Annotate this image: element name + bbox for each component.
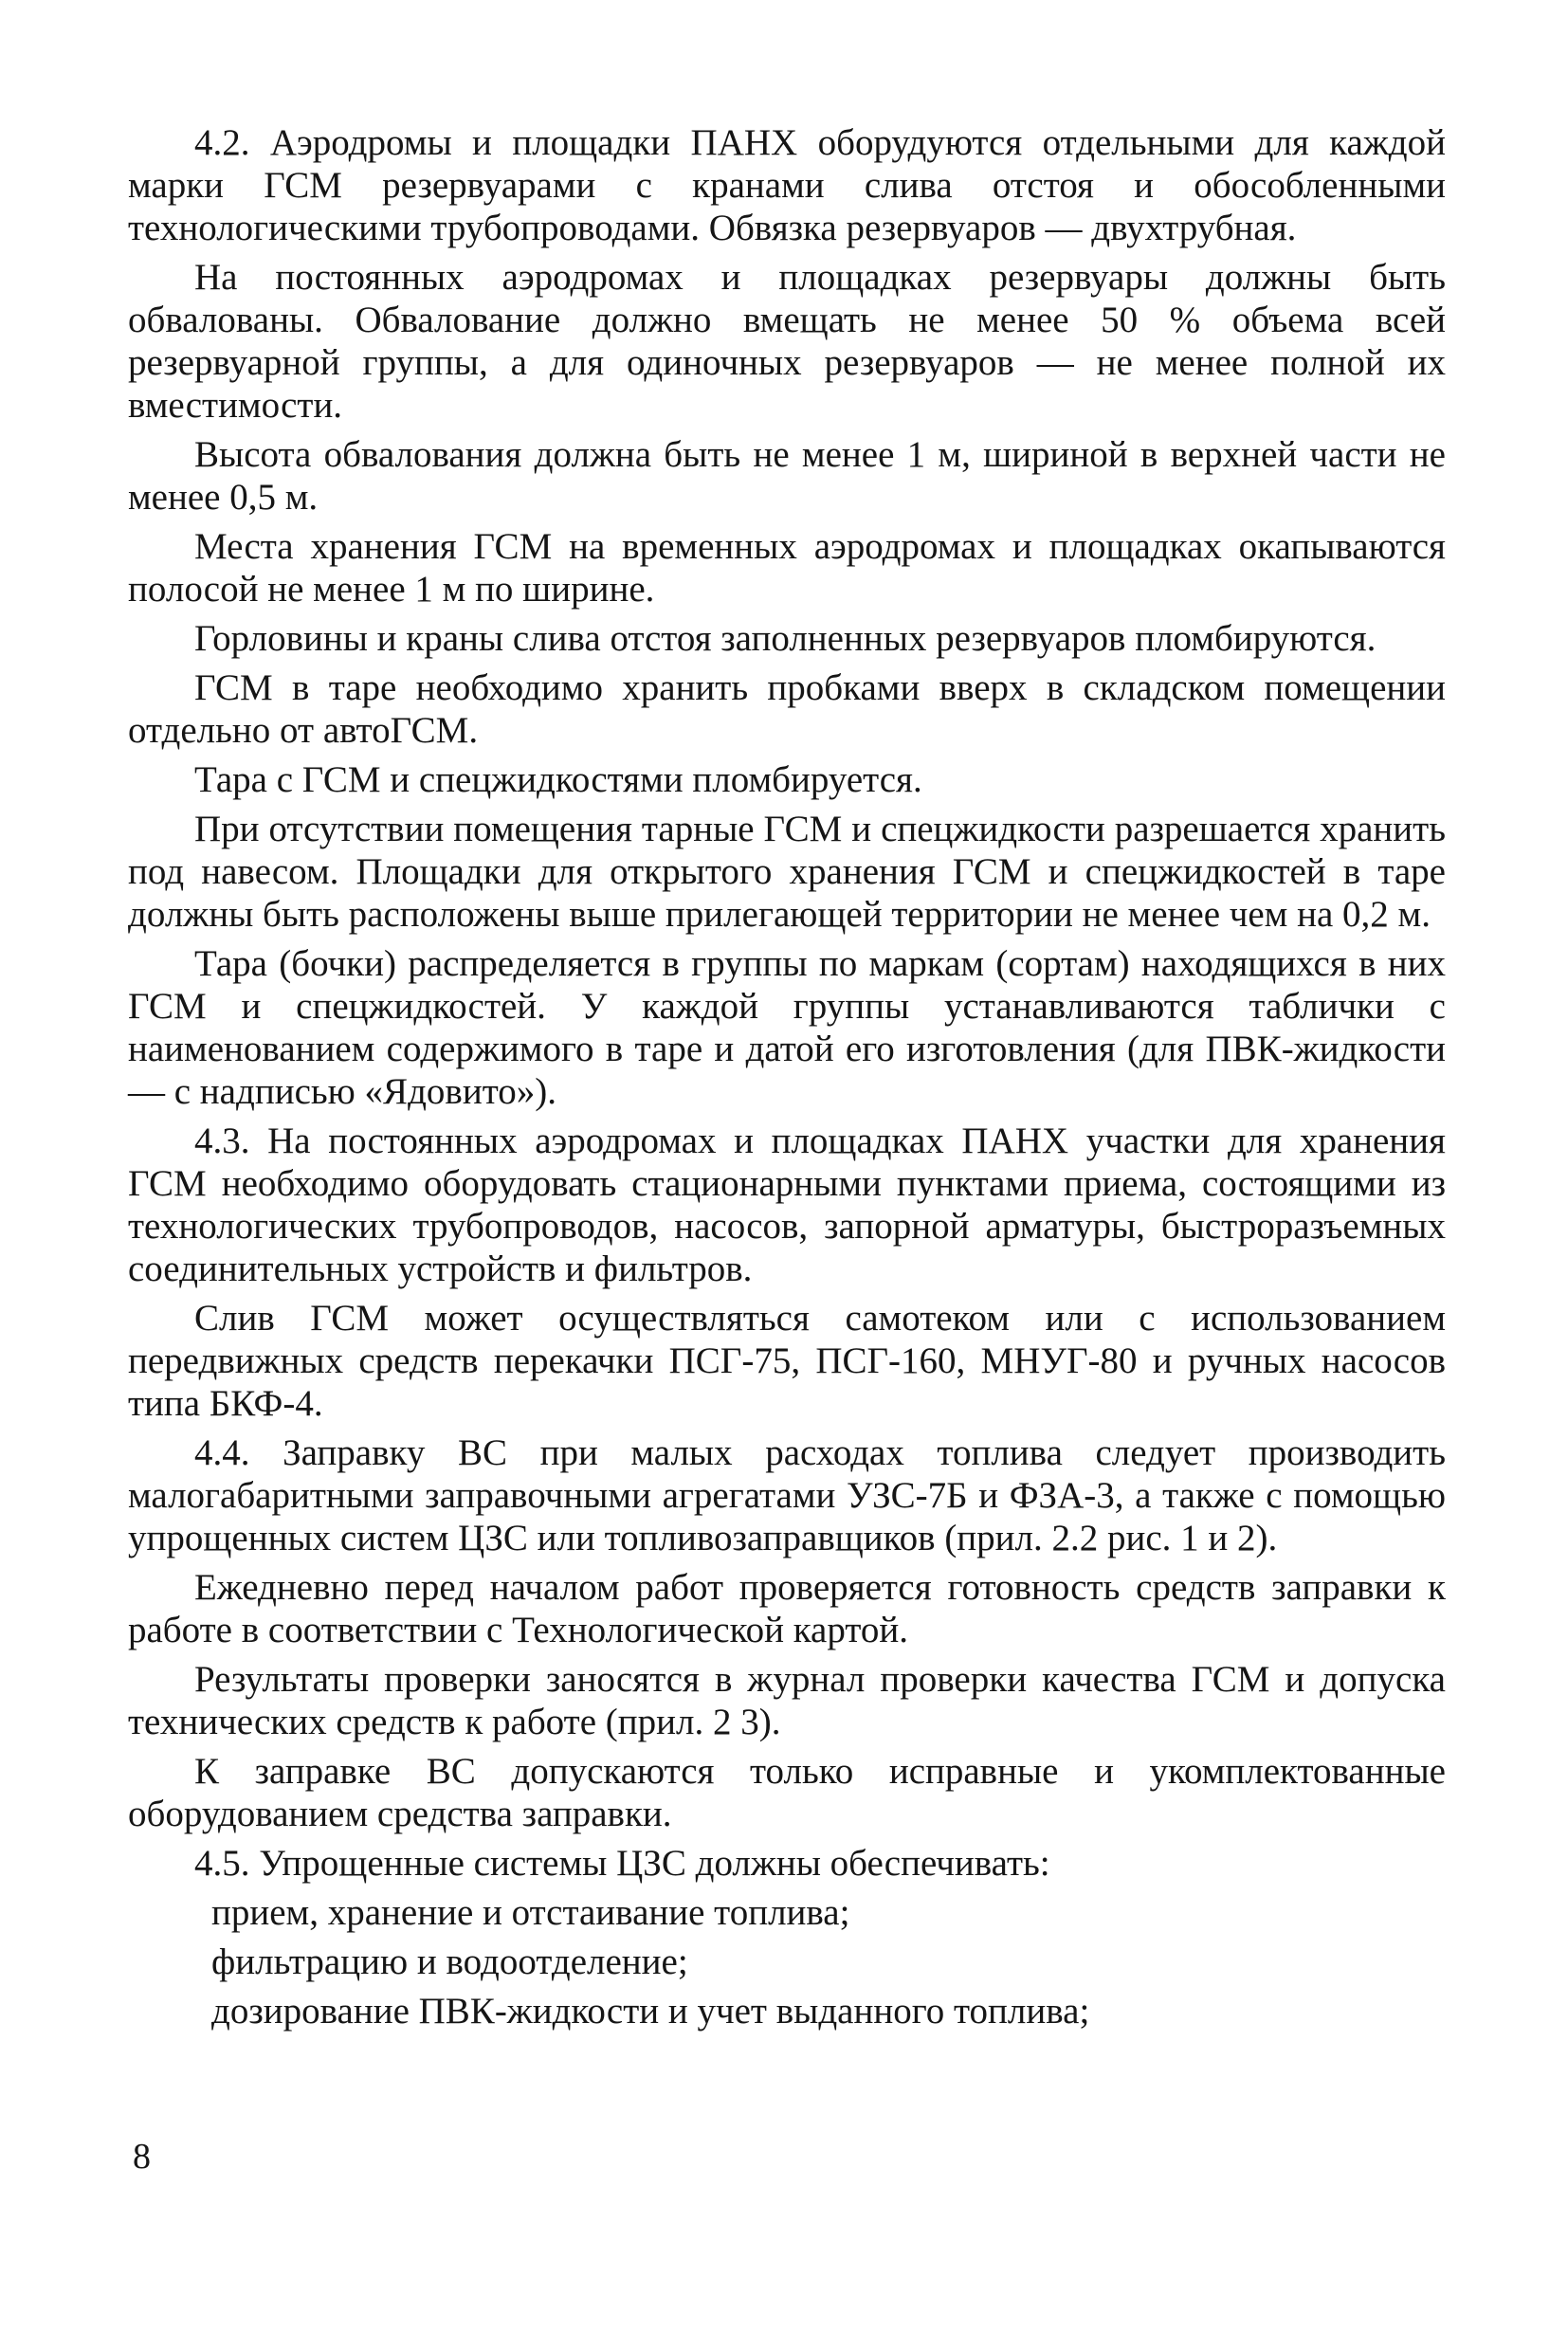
body-text	[128, 121, 1446, 2039]
list-item: прием, хранение и отстаивание топлива;	[211, 1892, 850, 1933]
paragraph-check-log: Результаты проверки заносятся в журнал проверки качества ГСМ и допуска технических средств к работе (прил. 2 3).	[128, 1659, 1446, 1742]
list-item: дозирование ПВК-жидкости и учет выданного топлива;	[211, 1991, 1090, 2032]
paragraph-container-sealed: Тара с ГСМ и спецжидкостями пломбируется.	[194, 759, 922, 800]
paragraph-refueling-admission: К заправке ВС допускаются только исправные и укомплектованные оборудованием средства заправки.	[128, 1751, 1446, 1834]
paragraph-4-2: 4.2. Аэродромы и площадки ПАНХ оборудуются отдельными для каждой марки ГСМ резервуарами с кранами слива отстоя и обособленными технологическими трубопроводами. Обвязка резервуаров — двухтрубная.	[128, 122, 1446, 248]
paragraph-draining: Слив ГСМ может осуществляться самотеком или с использованием передвижных средств перекачки ПСГ-75, ПСГ-160, МНУГ-80 и ручных насосов типа БКФ-4.	[128, 1298, 1446, 1424]
paragraph-barrel-groups: Тара (бочки) распределяется в группы по маркам (сортам) находящихся в них ГСМ и спецжидкостей. У каждой группы устанавливаются таблички с наименованием содержимого в таре и датой его изготовления (для ПВК-жидкости — с надписью «Ядовито»).	[128, 943, 1446, 1112]
paragraph-container-storage: ГСМ в таре необходимо хранить пробками вверх в складском помещении отдельно от автоГСМ.	[128, 667, 1446, 751]
paragraph-sealing: Горловины и краны слива отстоя заполненных резервуаров пломбируются.	[194, 618, 1377, 659]
page-number: 8	[133, 2137, 151, 2177]
paragraph-4-5: 4.5. Упрощенные системы ЦЗС должны обеспечивать:	[194, 1843, 1050, 1884]
paragraph-temporary-storage: Места хранения ГСМ на временных аэродромах и площадках окапываются полосой не менее 1 м по ширине.	[128, 526, 1446, 610]
paragraph-4-4: 4.4. Заправку ВС при малых расходах топлива следует производить малогабаритными заправочными агрегатами УЗС-7Б и ФЗА-3, а также с помощью упрощенных систем ЦЗС или топливозаправщиков (прил. 2.2 рис. 1 и 2).	[128, 1432, 1446, 1558]
paragraph-embankment-height: Высота обвалования должна быть не менее 1 м, шириной в верхней части не менее 0,5 м.	[128, 434, 1446, 518]
paragraph-4-3: 4.3. На постоянных аэродромах и площадках ПАНХ участки для хранения ГСМ необходимо оборудовать стационарными пунктами приема, состоящими из технологических трубопроводов, насосов, запорной арматуры, быстроразъемных соединительных устройств и фильтров.	[128, 1121, 1446, 1289]
paragraph-canopy-storage: При отсутствии помещения тарные ГСМ и спецжидкости разрешается хранить под навесом. Площадки для открытого хранения ГСМ и спецжидкостей в таре должны быть расположены выше прилегающей территории не менее чем на 0,2 м.	[128, 809, 1446, 935]
paragraph-embankment: На постоянных аэродромах и площадках резервуары должны быть обвалованы. Обвалование должно вмещать не менее 50 % объема всей резервуарной группы, а для одиночных резервуаров — не менее полной их вместимости.	[128, 257, 1446, 426]
paragraph-daily-check: Ежедневно перед началом работ проверяется готовность средств заправки к работе в соответствии с Технологической картой.	[128, 1567, 1446, 1650]
list-item: фильтрацию и водоотделение;	[211, 1941, 688, 1982]
